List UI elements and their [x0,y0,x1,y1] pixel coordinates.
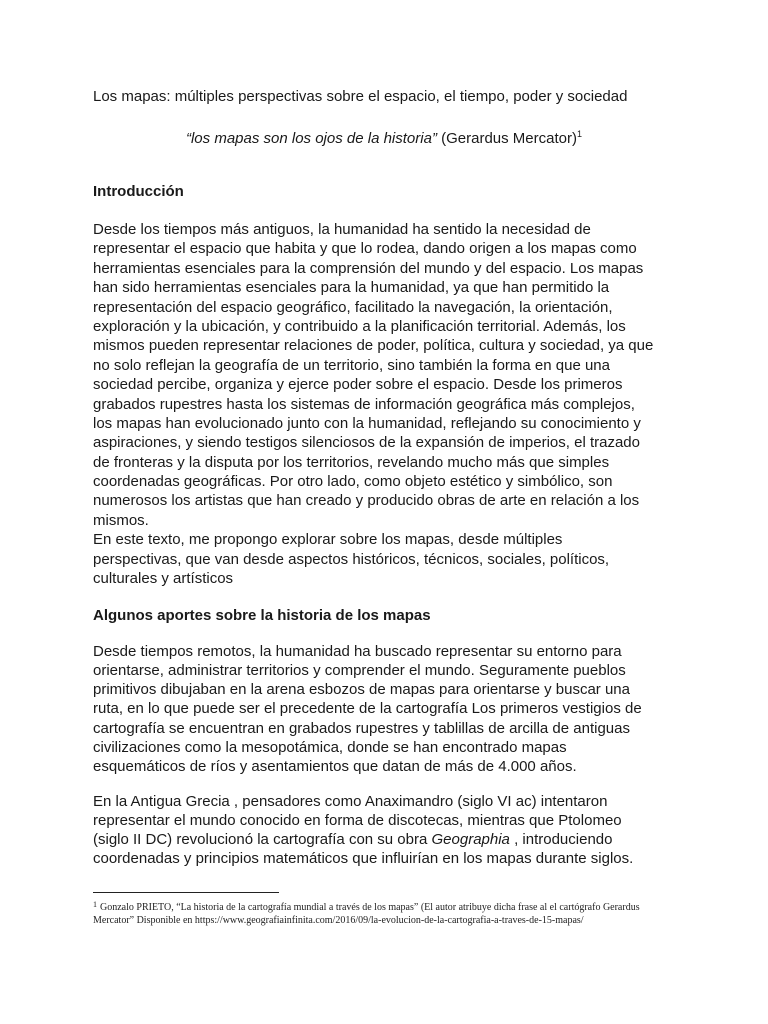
section-heading-introduccion: Introducción [93,183,184,200]
body-line: representar el mundo conocido en forma de discotecas, mientras que Ptolomeo [93,812,622,830]
historia-paragraph-2 [93,792,633,869]
body-line: numerosos los artistas que han creado y producido obras de arte en relación a los [93,492,640,510]
body-line: Desde los tiempos más antiguos, la humanidad ha sentido la necesidad de [93,221,591,238]
body-line: orientarse, administrar territorios y comprender el mundo. Seguramente pueblos [93,662,626,680]
body-line: representación del espacio geográfico, facilitado la navegación, la orientación, [93,298,613,316]
body-text: (siglo II DC) revolucionó la cartografía con su obra [93,831,432,849]
body-line: sociedad percibe, organiza y ejerce poder sobre el espacio. Desde los primeros [93,376,623,394]
body-line: los mapas han evolucionado junto con la humanidad, reflejando su conocimiento y [93,414,641,432]
footnote-reference[interactable]: 1 [576,129,582,139]
body-line: perspectivas, que van desde aspectos históricos, técnicos, sociales, políticos, [93,550,610,568]
intro-body [93,220,653,588]
epigraph-attribution: (Gerardus Mercator) [436,130,577,147]
document-title: Los mapas: múltiples perspectivas sobre el espacio, el tiempo, poder y sociedad [93,88,628,105]
body-line: ruta, en lo que puede ser el precedente de la cartografía Los primeros vestigios de [93,700,642,718]
body-line: primitivos dibujaban en la arena esbozos de mapas para orientarse y buscar una [93,681,630,699]
body-line: mismos. [93,511,149,529]
body-line: En la Antigua Grecia , pensadores como Anaximandro (siglo VI ac) intentaron [93,793,608,810]
body-text: , introduciendo [509,831,613,849]
body-line: representar el espacio que habita y que lo rodea, dando origen a los mapas como [93,240,637,258]
body-line: Desde tiempos remotos, la humanidad ha buscado representar su entorno para [93,643,622,660]
body-line: exploración y la ubicación, y contribuido a la planificación territorial. Además, los [93,317,626,335]
section-heading-historia: Algunos aportes sobre la historia de los mapas [93,607,431,624]
footnote-line [93,898,640,914]
footnote-text: Gonzalo PRIETO, “La historia de la cartografía mundial a través de los mapas” (El autor atribuye dicha frase al el cartógrafo Gerardus [100,902,640,913]
body-line: aspiraciones, y siendo testigos silenciosos de la expansión de imperios, el trazado [93,434,640,452]
body-line: han sido herramientas esenciales para la humanidad, ya que han permitido la [93,279,610,297]
body-line [93,830,633,849]
book-title-geographia: Geographia [431,831,510,849]
body-line: de fronteras y la disputa por los territorios, revelando mucho más que simples [93,453,610,471]
historia-paragraph-1 [93,642,642,776]
body-line: cartografía se encuentran en grabados rupestres y tablillas de arcilla de antiguas [93,719,630,737]
body-line: coordenadas geográficas. Por otro lado, como objeto estético y simbólico, son [93,473,613,491]
epigraph-quote: “los mapas son los ojos de la historia” [185,130,437,147]
body-line: herramientas esenciales para la comprensión del mundo y del espacio. Los mapas [93,259,644,277]
body-line: culturales y artísticos [93,570,234,588]
footnote-number: 1 [93,900,97,909]
body-line: mismos pueden representar relaciones de poder, política, cultura y sociedad, ya que [93,337,654,355]
body-line: En este texto, me propongo explorar sobre los mapas, desde múltiples [93,531,563,549]
footnote-line[interactable]: Mercator” Disponible en https://www.geografiainfinita.com/2016/09/la-evolucion-de-la-cartografia-a-traves-de-15-mapas/ [93,915,584,926]
body-line: civilizaciones como la mesopotámica, donde se han encontrado mapas [93,738,567,756]
footnote-separator [93,892,279,893]
body-line: no solo reflejan la geografía de un territorio, sino también la forma en que una [93,356,610,374]
footnote [93,898,640,927]
body-line: coordenadas y principios matemáticos que influirían en los mapas durante siglos. [93,850,634,868]
epigraph [0,125,768,148]
body-line: esquemáticos de ríos y asentamientos que datan de más de 4.000 años. [93,757,577,775]
body-line: grabados rupestres hasta los sistemas de información geográfica más complejos, [93,395,635,413]
